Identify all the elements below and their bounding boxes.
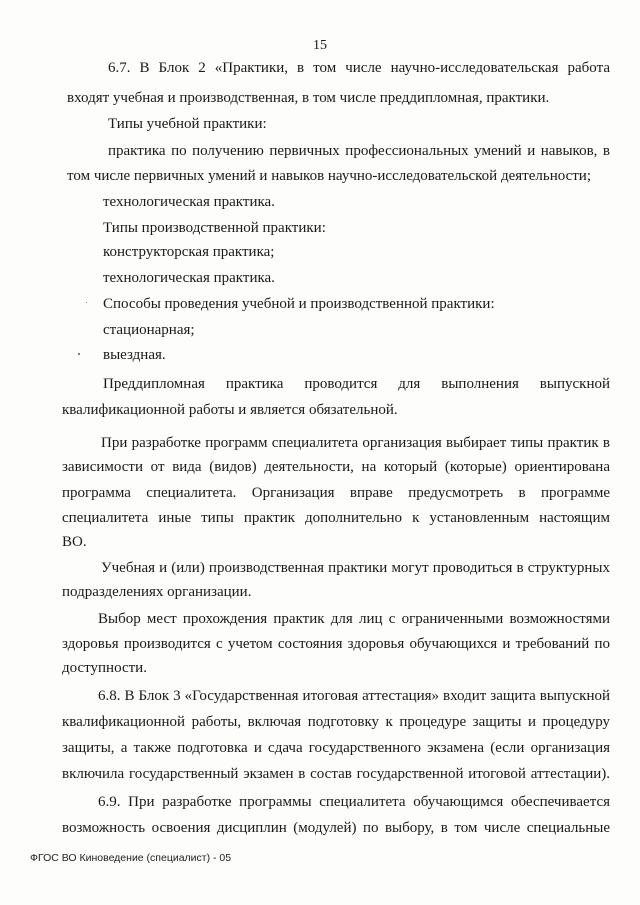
text-line: Типы производственной практики: [103,220,326,236]
text-line: 6.8. В Блок 3 «Государственная итоговая аттестация» входит защита выпускной [98,688,610,704]
text-line: квалификационной работы, включая подготовку к процедуре защиты и процедуру [62,714,610,730]
text-line: 6.7. В Блок 2 «Практики, в том числе научно-исследовательская работа [108,60,610,76]
text-line: Способы проведения учебной и производственной практики: [103,296,495,312]
text-line: стационарная; [103,322,195,338]
text-line: конструкторская практика; [103,244,275,260]
text-line: технологическая практика. [103,194,275,210]
text-line: ВО. [62,534,87,550]
text-line: подразделениях организации. [62,584,252,600]
text-line: входят учебная и производственная, в том числе преддипломная, практики. [67,90,550,106]
text-line: При разработке программ специалитета организация выбирает типы практик в [101,435,610,451]
text-line: 6.9. При разработке программы специалитета обучающимся обеспечивается [98,794,610,810]
page-number: 15 [313,38,327,53]
page-footer: ФГОС ВО Киноведение (специалист) - 05 [30,852,232,864]
text-line: Типы учебной практики: [108,116,267,132]
text-line: программа специалитета. Организация вправе предусмотреть в программе [62,485,610,501]
text-line: квалификационной работы и является обязательной. [62,402,398,418]
text-line: Преддипломная практика проводится для выполнения выпускной [103,376,610,392]
text-line: Учебная и (или) производственная практики могут проводиться в структурных [101,560,610,576]
text-line: включила государственный экзамен в состав государственной итоговой аттестации). [62,766,610,782]
text-line: выездная. [103,347,166,363]
text-line: Выбор мест прохождения практик для лиц с ограниченными возможностями [98,611,610,627]
text-line: специалитета иные типы практик дополнительно к установленным настоящим [62,510,610,526]
text-line: зависимости от вида (видов) деятельности, на который (которые) ориентирована [62,459,610,475]
text-line: возможность освоения дисциплин (модулей) по выбору, в том числе специальные [62,820,610,836]
text-line: защиты, а также подготовка и сдача государственного экзамена (если организация [62,740,610,756]
text-line: здоровья производится с учетом состояния здоровья обучающихся и требований по [62,636,610,652]
text-line: том числе первичных умений и навыков научно-исследовательской деятельности; [67,168,591,184]
scan-speck [78,353,80,355]
scan-speck [86,302,87,303]
text-line: практика по получению первичных профессиональных умений и навыков, в [108,143,610,159]
text-line: технологическая практика. [103,270,275,286]
text-line: доступности. [62,660,147,676]
